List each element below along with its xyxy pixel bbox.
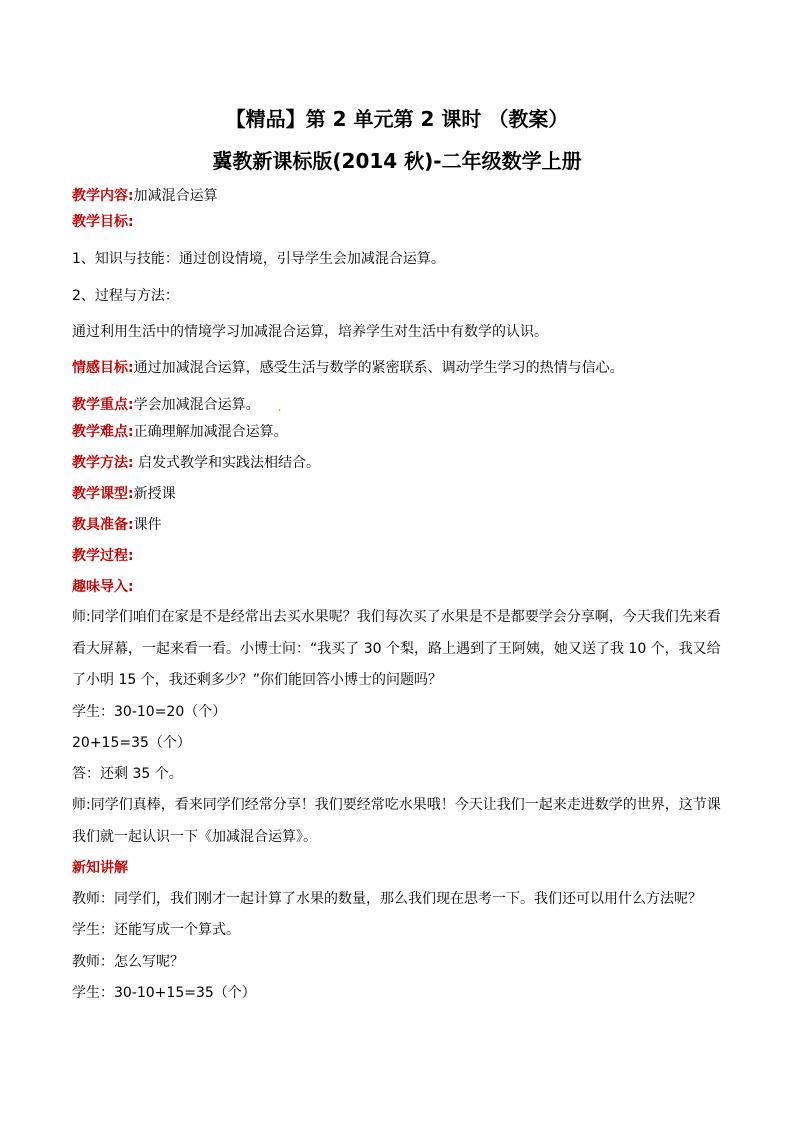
difficulty-label: 教学难点: [72, 424, 134, 440]
answer-line: 答：还剩 35 个。 [72, 766, 183, 782]
student-answer-1: 学生：30-10=20（个） [72, 704, 227, 720]
method-text: 启发式教学和实践法相结合。 [133, 455, 321, 471]
intro-paragraph-line-2: 看大屏幕，一起来看一看。小博士问：“我买了 30 个梨，路上遇到了王阿姨，她又送了我 10 个，我又给 [72, 641, 721, 657]
lesson-type-text: 新授课 [133, 486, 176, 502]
document-subtitle: 冀教新课标版(2014 秋)-二年级数学上册 [212, 149, 582, 173]
intro-paragraph-line-1: 师:同学们咱们在家是不是经常出去买水果呢？我们每次买了水果是不是都要学会分享啊，今天我们先来看 [72, 609, 721, 625]
intro-heading [72, 577, 134, 597]
content-line [72, 186, 218, 206]
difficulty-text: 正确理解加减混合运算。 [133, 424, 288, 440]
new-knowledge-line-2: 学生：还能写成一个算式。 [72, 922, 240, 938]
intro-label: 趣味导入: [72, 579, 134, 595]
content-text: 加减混合运算 [133, 188, 218, 204]
goal-2-text: 通过利用生活中的情境学习加减混合运算，培养学生对生活中有数学的认识。 [72, 324, 548, 340]
content-label: 教学内容: [72, 188, 134, 204]
new-knowledge-line-1: 教师：同学们，我们刚才一起计算了水果的数量，那么我们现在思考一下。我们还可以用什么方法呢？ [72, 891, 702, 907]
equation-2: 20+15=35（个） [72, 735, 191, 751]
teacher-paragraph-line-1: 师:同学们真棒，看来同学们经常分享！我们要经常吃水果哦！今天让我们一起来走进数学的世界，这节课 [72, 797, 721, 813]
method-line [72, 453, 320, 473]
goal-1: 1、知识与技能：通过创设情境，引导学生会加减混合运算。 [72, 251, 445, 267]
document-title: 【精品】第 2 单元第 2 课时 （教案） [225, 107, 569, 131]
emotion-text: 通过加减混合运算，感受生活与数学的紧密联系、调动学生学习的热情与信心。 [133, 360, 624, 376]
process-label: 教学过程: [72, 548, 134, 564]
tools-label: 教具准备: [72, 517, 134, 533]
key-point-mark: . [277, 400, 282, 414]
method-label: 教学方法: [72, 455, 134, 471]
tools-text: 课件 [133, 517, 162, 533]
new-knowledge-line-3: 教师：怎么写呢？ [72, 954, 184, 970]
new-knowledge-line-4: 学生：30-10+15=35（个） [72, 985, 256, 1001]
emotion-line [72, 358, 624, 378]
goal-2: 2、过程与方法： [72, 288, 179, 304]
tools-line [72, 515, 162, 535]
new-knowledge-label: 新知讲解 [72, 860, 128, 876]
emotion-label: 情感目标: [72, 360, 134, 376]
lesson-type-line [72, 484, 176, 504]
difficulty-line [72, 422, 288, 442]
lesson-type-label: 教学课型: [72, 486, 134, 502]
process-heading [72, 546, 134, 566]
intro-paragraph-line-3: 了小明 15 个，我还剩多少？”你们能回答小博士的问题吗？ [72, 672, 442, 688]
goals-label: 教学目标: [72, 214, 134, 230]
key-point-label: 教学重点: [72, 397, 134, 413]
new-knowledge-heading [72, 858, 128, 878]
teacher-paragraph-line-2: 我们就一起认识一下《加减混合运算》。 [72, 829, 317, 845]
key-point-text: 学会加减混合运算。 [133, 397, 260, 413]
goals-heading [72, 212, 134, 232]
key-point-line [72, 395, 281, 417]
